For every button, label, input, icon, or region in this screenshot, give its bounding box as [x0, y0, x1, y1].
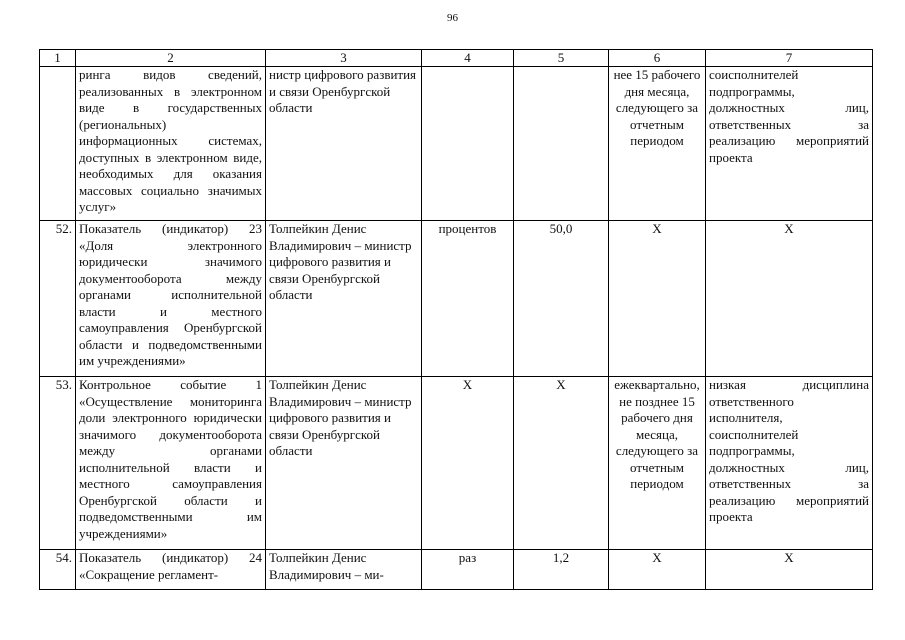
- deadline-cell: Х: [609, 550, 706, 590]
- column-header: 2: [76, 50, 266, 67]
- unit-cell: раз: [422, 550, 514, 590]
- indicator-name: Показатель (индикатор) 24 «Сокращение регламент-: [79, 550, 262, 582]
- table-row: [40, 550, 873, 590]
- column-header: 3: [266, 50, 422, 67]
- plan-table: [39, 49, 873, 590]
- row-number: 53.: [40, 377, 76, 550]
- unit-cell: Х: [422, 377, 514, 550]
- table-header-row: [40, 50, 873, 67]
- value-cell: 50,0: [514, 221, 609, 377]
- indicator-name: Показатель (индикатор) 23 «Доля электронного юридически значимого документооборота между органами исполнительной власти и местного самоуправления Оренбургской области и подведомственными им учреждениями»: [76, 221, 266, 377]
- risk-cell: Х: [706, 221, 873, 377]
- column-header: 4: [422, 50, 514, 67]
- table-row: [40, 221, 873, 377]
- value-cell: Х: [514, 377, 609, 550]
- column-header: 6: [609, 50, 706, 67]
- deadline-cell: ежеквартально, не позднее 15 рабочего дня месяца, следующего за отчетным периодом: [609, 377, 706, 550]
- table-row: [40, 377, 873, 550]
- deadline-cell: нее 15 рабочего дня месяца, следующего за отчетным периодом: [609, 67, 706, 221]
- responsible-person-cell: [266, 550, 422, 590]
- row-number: [40, 67, 76, 221]
- responsible-person: Толпейкин Денис Владимирович – ми-: [269, 550, 384, 582]
- risk-cell: низкая дисциплина ответственного исполнителя, соисполнителей подпрограммы, должностных лиц, ответственных за реализацию мероприятий проекта: [706, 377, 873, 550]
- responsible-person: Толпейкин Денис Владимирович – министр цифрового развития и связи Оренбургской области: [266, 377, 422, 550]
- row-number: 52.: [40, 221, 76, 377]
- risk-cell: соисполнителей подпрограммы, должностных лиц, ответственных за реализацию мероприятий проекта: [706, 67, 873, 221]
- value-cell: 1,2: [514, 550, 609, 590]
- risk-cell: Х: [706, 550, 873, 590]
- unit-cell: процентов: [422, 221, 514, 377]
- unit-cell: [422, 67, 514, 221]
- responsible-person: нистр цифрового развития и связи Оренбургской области: [266, 67, 422, 221]
- indicator-name: Контрольное событие 1 «Осуществление мониторинга доли электронного юридически значимого документооборота между органами исполнительной власти и местного самоуправления Оренбургской области и подведомственными им учреждениями»: [76, 377, 266, 550]
- indicator-name-cell: [76, 550, 266, 590]
- page-number: 96: [447, 12, 458, 24]
- value-cell: [514, 67, 609, 221]
- responsible-person: Толпейкин Денис Владимирович – министр цифрового развития и связи Оренбургской области: [266, 221, 422, 377]
- column-header: 1: [40, 50, 76, 67]
- table-row: [40, 67, 873, 221]
- column-header: 5: [514, 50, 609, 67]
- deadline-cell: Х: [609, 221, 706, 377]
- indicator-name: ринга видов сведений, реализованных в электронном виде в государственных (региональных) информационных системах, доступных в электронном виде, необходимых для оказания массовых социально значимых услуг»: [76, 67, 266, 221]
- row-number: 54.: [40, 550, 76, 590]
- column-header: 7: [706, 50, 873, 67]
